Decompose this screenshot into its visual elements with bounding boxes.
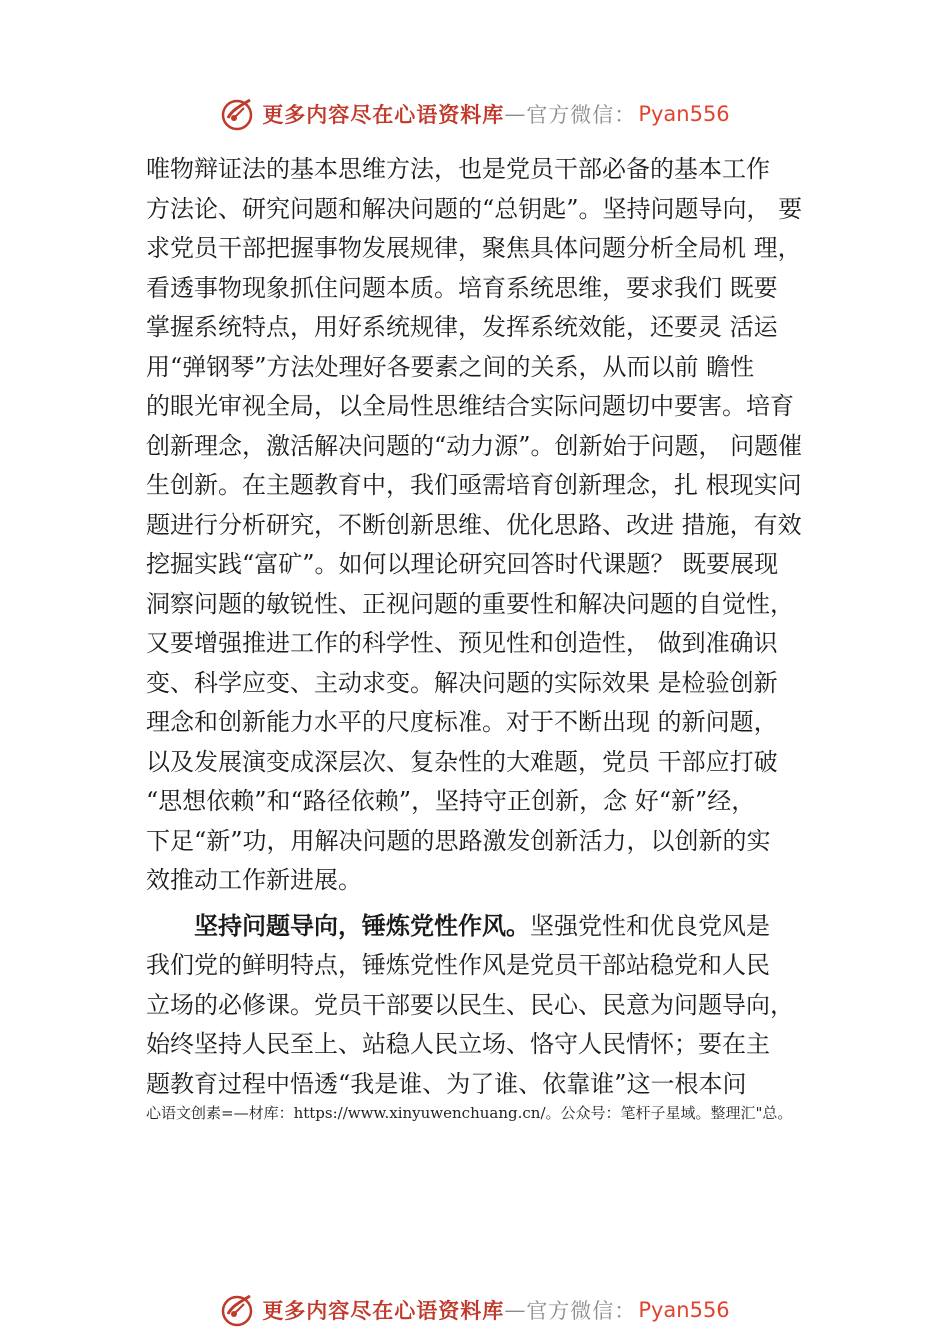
text-line: 挖掘实践“富矿”。如何以理论研究回答时代课题？ 既要展现 [146, 550, 779, 578]
banner-wechat-id: Pyan556 [638, 1298, 730, 1322]
text-line: 生创新。在主题教育中，我们亟需培育创新理念，扎 根现实问 [146, 471, 802, 499]
paragraph-2-first-line [146, 907, 826, 947]
text-line: 题进行分析研究，不断创新思维、优化思路、改进 措施，有效 [146, 510, 802, 539]
text-line: 效推动工作新进展。 [146, 866, 362, 894]
brand-logo-icon [220, 1292, 256, 1328]
text-line: 掌握系统特点，用好系统规律，发挥系统效能，还要灵 活运 [146, 313, 778, 341]
text-line: 我们党的鲜明特点，锤炼党性作风是党员干部站稳党和人民 [146, 951, 770, 979]
text-line: 又要增强推进工作的科学性、预见性和创造性， 做到准确识 [146, 629, 778, 657]
text-line: 求党员干部把握事物发展规律，聚焦具体问题分析全局机 理， [146, 234, 802, 262]
text-line: 立场的必修课。党员干部要以民生、民心、民意为问题导向， [146, 990, 794, 1019]
banner-wechat-label: 官方微信： [526, 103, 637, 127]
text-line: 唯物辩证法的基本思维方法，也是党员干部必备的基本工作 [146, 155, 770, 183]
text-line: 变、科学应变、主动求变。解决问题的实际效果 是检验创新 [146, 668, 778, 697]
text-line: 的眼光审视全局，以全局性思维结合实际问题切中要害。培育 [146, 392, 794, 420]
brand-logo-icon [220, 96, 256, 132]
footer-banner [0, 1288, 950, 1332]
text-line: 看透事物现象抓住问题本质。培育系统思维，要求我们 既要 [146, 273, 778, 302]
paragraph-2-first-rest: 坚强党性和优良党风是 [530, 911, 770, 940]
header-banner [0, 92, 950, 136]
text-line: 洞察问题的敏锐性、正视问题的重要性和解决问题的自觉性， [146, 589, 794, 618]
text-line: 方法论、研究问题和解决问题的“总钥匙”。坚持问题导向， 要 [146, 194, 803, 223]
source-note: 心语文创素=—材库：https://www.xinyuwenchuang.cn/。公众号：笔杆子星域。整理汇"总。 [146, 1104, 793, 1122]
text-line: 以及发展演变成深层次、复杂性的大难题，党员 干部应打破 [146, 747, 778, 776]
banner-brand: 更多内容尽在心语资料库 [262, 1298, 505, 1323]
text-line: 理念和创新能力水平的尺度标准。对于不断出现 的新问题， [146, 708, 778, 736]
banner-separator: — [504, 102, 527, 126]
text-line: 下足“新”功，用解决问题的思路激发创新活力，以创新的实 [146, 826, 771, 855]
paragraph-2-lead: 坚持问题导向，锤炼党性作风。 [194, 911, 530, 940]
paragraph-1 [146, 150, 826, 901]
text-line: 题教育过程中悟透“我是谁、为了谁、依靠谁”这一根本问 [146, 1069, 747, 1098]
banner-wechat-id: Pyan556 [638, 102, 730, 126]
banner-separator: — [504, 1298, 527, 1322]
document-body [146, 150, 826, 1104]
text-line: “思想依赖”和“路径依赖”，坚持守正创新，念 好“新”经， [146, 787, 756, 815]
paragraph-2 [146, 907, 826, 1105]
text-line: 用“弹钢琴”方法处理好各要素之间的关系，从而以前 瞻性 [146, 352, 755, 381]
text-line: 始终坚持人民至上、站稳人民立场、恪守人民情怀；要在主 [146, 1030, 770, 1058]
banner-wechat-label: 官方微信： [526, 1299, 637, 1323]
text-line: 创新理念，激活解决问题的“动力源”。创新始于问题， 问题催 [146, 431, 803, 460]
banner-brand: 更多内容尽在心语资料库 [262, 102, 505, 127]
